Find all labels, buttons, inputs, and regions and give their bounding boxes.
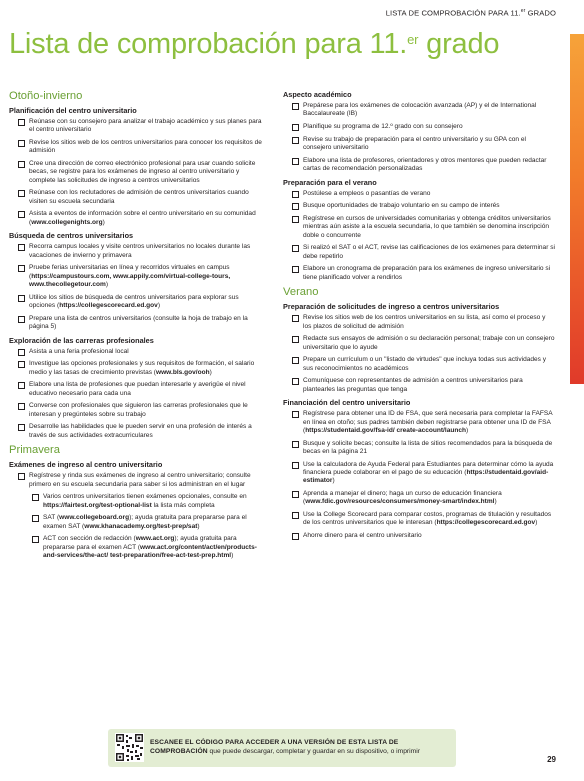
checklist-text: Regístrese para obtener una ID de FSA, que será necesaria para completar la FAFSA en línea en otoño; sus padres también deben registrarse para obtener una ID de FSA ( [303,410,553,434]
checklist-item [283,314,555,331]
checklist-item [9,472,266,489]
checklist-text: Aprenda a manejar el dinero; haga un curso de educación financiera ( [303,490,502,506]
checklist-text: la lista más completa [151,501,215,509]
qr-code-icon[interactable] [115,733,144,762]
checkbox[interactable] [292,158,299,165]
checklist-text: ) [494,498,497,506]
checklist-item [283,440,555,457]
checkbox[interactable] [292,124,299,131]
checkbox[interactable] [292,191,299,198]
checklist-text: ); ayuda gratuita para prepararse para el examen ACT ( [43,535,237,551]
checklist-item [283,335,555,352]
checkbox[interactable] [292,378,299,385]
checkbox[interactable] [292,216,299,223]
checkbox[interactable] [292,491,299,498]
checklist-text: SAT ( [43,514,60,522]
checklist-item [283,244,555,261]
checklist-item [283,265,555,282]
checklist-text: ) [332,477,335,485]
checkbox[interactable] [18,161,25,168]
section-heading-planning: Planificación del centro universitario [9,106,137,115]
checkbox[interactable] [18,211,25,218]
checklist-text: Ahorre dinero para el centro universitario [303,532,422,539]
checkbox[interactable] [18,382,25,389]
section-heading-summer-prep: Preparación para el verano [283,177,377,187]
checklist-exams-sub [9,493,266,560]
qr-callout-text: ESCANEE EL CÓDIGO PARA ACCEDER A UNA VERSIÓN DE ESTA LISTA DE COMPROBACIÓN que puede descargar, completar y guardar en su dispositivo, o imprimir [150,739,420,755]
checklist-item [9,493,266,510]
section-heading-exams: Exámenes de ingreso al centro universitario [9,460,163,470]
checklist-item [9,514,266,531]
qr-callout [108,729,456,767]
checklist-text: ) [105,281,109,289]
checklist-text: Cree una dirección de correo electrónico profesional para usar cuando solicite becas, se registre para los exámenes de ingreso al centro universitario y complete las solicitudes de ingreso a centros universitarios [29,160,256,184]
checklist-text: ) [465,427,469,434]
checklist-item [9,535,266,560]
checklist-text: ) [231,552,234,560]
checklist-item [9,360,266,377]
section-heading-finance: Financiación del centro universitario [283,398,411,408]
checklist-item [283,190,555,198]
checklist-text: Busque oportunidades de trabajo voluntario en su campo de interés [303,202,500,210]
checklist-text: Elabore un cronograma de preparación para los exámenes de ingreso universitario si tiene planificado volver a rendirlos [303,265,551,281]
checklist-text: Recorra campus locales y visite centros universitarios no locales durante las vacaciones de invierno y primavera [29,243,251,259]
checklist-item [283,532,555,540]
checkbox[interactable] [18,349,25,356]
section-heading-careers: Exploración de las carreras profesionales [9,335,154,345]
checkbox[interactable] [292,266,299,273]
checklist-text: Use la College Scorecard para comparar costos, programas de titulación y resultados de los centros universitarios que le interesan ( [303,511,552,527]
checkbox[interactable] [292,137,299,144]
checkbox[interactable] [292,357,299,364]
checklist-text: Pruebe ferias universitarias en línea y recorridos virtuales en campus ( [29,264,230,280]
section-heading-academic: Aspecto académico [283,90,352,99]
checklist-text: Desarrolle las habilidades que le pueden servir en una profesión de interés a través de sus actividades extracurriculares [29,423,252,439]
checklist-link: www.collegenights.org [31,218,103,226]
checkbox[interactable] [18,361,25,368]
checkbox[interactable] [18,316,25,323]
checklist-item [9,402,266,419]
checklist-applications [283,314,555,394]
checkbox[interactable] [292,336,299,343]
checkbox[interactable] [292,245,299,252]
checklist-link: https://campustours.com, www.appily.com/virtual-college-tours, www.thecollegetour.com [29,272,231,289]
checklist-item [283,157,555,174]
checklist-item [283,215,555,240]
checklist-exams [9,472,266,489]
checkbox[interactable] [18,119,25,126]
checklist-text: ) [157,302,160,310]
checklist-text: Prepárese para los exámenes de colocación avanzada (AP) y el de International Baccalaureate (IB) [303,102,537,118]
checklist-text: Elabore una lista de profesores, orientadores y otros mentores que pueden redactar cartas de recomendación personalizadas [303,156,547,172]
checklist-item [283,123,555,131]
season-heading-otono: Otoño-invierno [9,90,83,102]
checklist-item [283,490,555,507]
checklist-planning [9,118,266,227]
checkbox[interactable] [292,462,299,469]
checklist-text: Revise los sitios web de los centros universitarios para conocer los requisitos de admisión [29,139,262,155]
checkbox[interactable] [32,515,39,522]
section-heading-search: Búsqueda de centros universitarios [9,231,134,241]
checkbox[interactable] [18,265,25,272]
checklist-link: https://fairtest.org/test-optional-list [43,501,152,509]
checklist-text: Asista a una feria profesional local [29,347,129,355]
checkbox[interactable] [18,403,25,410]
checklist-item [283,136,555,153]
checklist-text: Reúnase con su consejero para analizar el trabajo académico y sus planes para el centro universitario [29,118,262,134]
season-heading-primavera: Primavera [9,444,60,457]
checklist-item [283,102,555,119]
page-title: Lista de comprobación para 11.$^{er}$ grado [9,28,500,60]
left-column [9,90,266,565]
checklist-academic [283,102,555,173]
checklist-text: Prepare una lista de centros universitarios (consulte la hoja de trabajo en la página 5) [29,314,248,331]
checklist-text: ) [535,519,538,527]
checklist-text: Si realizó el SAT o el ACT, revise las calificaciones de los exámenes para determinar si debe repetirlo [303,244,555,260]
checklist-text: Prepare un currículum o un "listado de virtudes" que incluya todas sus actividades y sus reconocimientos no académicos [303,356,547,372]
checklist-text: Converse con profesionales que siguieron las carreras profesionales que le interesan y pregúnteles sobre su trabajo [29,402,248,418]
checklist-item [283,377,555,394]
checkbox[interactable] [18,424,25,431]
checklist-text: Regístrese y rinda sus exámenes de ingreso al centro universitario; consulte primero en su escuela secundaria para saber si los administran en el lugar [29,472,251,488]
checklist-text: Planifique su programa de 12.º grado con su consejero [303,123,463,130]
checklist-search [9,243,266,331]
checklist-item [283,410,555,435]
checklist-text: Asista a eventos de información sobre el centro universitario en su comunidad ( [29,210,256,226]
checklist-text: Reúnase con los reclutadores de admisión de centros universitarios cuando visiten su escuela secundaria [29,189,249,205]
checkbox[interactable] [32,536,39,543]
checklist-link: https://collegescorecard.ed.gov [436,519,536,527]
checkbox[interactable] [18,190,25,197]
checklist-text: Busque y solicite becas; consulte la lista de sitios recomendados para la búsqueda de becas en la página 21 [303,439,553,455]
right-column [283,90,555,545]
checklist-item [9,315,266,332]
checklist-text: Investigue las opciones profesionales y sus requisitos de formación, el salario medio y las tasas de crecimiento previstas ( [29,360,255,376]
checklist-item [9,118,266,135]
checklist-item [283,356,555,373]
checkbox[interactable] [292,203,299,210]
checklist-link: www.act.org [135,535,175,543]
page-number: 29 [547,755,556,764]
checkbox[interactable] [32,494,39,501]
checklist-item [9,189,266,206]
section-heading-applications: Preparación de solicitudes de ingreso a centros universitarios [283,302,500,312]
checklist-text: Postúlese a empleos o pasantías de verano [303,189,431,197]
running-header: LISTA DE COMPROBACIÓN PARA 11.$^{er}$ GRADO [385,8,556,18]
checklist-item [283,511,555,528]
checklist-text: Comuníquese con representantes de admisión a centros universitarios para plantearles las preguntas que tenga [303,377,523,393]
checkbox[interactable] [292,533,299,540]
checklist-item [9,423,266,440]
checklist-item [9,243,266,260]
checklist-link: https://studentaid.gov/fsa-id/ create-account/launch [305,427,466,434]
checkbox[interactable] [292,441,299,448]
checklist-text: Redacte sus ensayos de admisión o su declaración personal; trabaje con un consejero universitario que lo ayude [303,335,555,351]
checkbox[interactable] [292,315,299,322]
checklist-item [9,264,266,289]
checklist-text: Revise los sitios web de los centros universitarios en su lista, así como el proceso y los plazos de solicitud de admisión [303,314,546,330]
checklist-careers [9,348,266,440]
checklist-link: www.khanacademy.org/test-prep/sat [84,522,198,530]
checklist-link: https://collegescorecard.ed.gov [59,302,158,310]
checklist-link: https://studentaid.gov/aid-estimator [303,469,549,485]
checklist-text: Revise su trabajo de preparación para el centro universitario y su GPA con el consejero universitario [303,135,526,151]
checklist-text: ) [102,218,105,226]
season-heading-verano: Verano [283,286,319,299]
checklist-item [9,160,266,185]
checklist-item [9,381,266,398]
checklist-link: www.collegeboard.org [59,514,130,522]
checklist-item [9,210,266,227]
checklist-link: www.act.org/content/act/en/products-and-services/the-act/ test-preparation/free-act-test-prep.html [43,543,257,560]
checklist-item [9,139,266,156]
checkbox[interactable] [292,411,299,418]
side-color-bar [570,34,584,384]
checklist-item [283,461,555,486]
checklist-item [283,202,555,210]
checkbox[interactable] [292,512,299,519]
checklist-text: Elabore una lista de profesiones que puedan interesarle y averigüe el nivel educativo necesario para cada una [29,381,246,397]
checkbox[interactable] [292,103,299,110]
checklist-text: Use la calculadora de Ayuda Federal para Estudiantes para determinar cómo la ayuda financiera puede colaborar en el pago de su educación ( [303,460,554,476]
checklist-item [9,348,266,356]
checklist-summer-prep [283,190,555,282]
checklist-text: ); ayuda gratuita para prepararse para el examen SAT ( [43,514,247,530]
checkbox[interactable] [18,140,25,147]
checklist-text: ) [197,522,200,530]
checkbox[interactable] [18,244,25,251]
checklist-text: Utilice los sitios de búsqueda de centros universitarios para explorar sus opciones ( [29,293,239,310]
checklist-text: ) [209,368,212,376]
checkbox[interactable] [18,295,25,302]
checklist-link: www.fdic.gov/resources/consumers/money-smart/index.html [305,498,495,506]
checklist-finance [283,410,555,540]
checklist-link: www.bls.gov/ooh [156,368,210,376]
checklist-text: Regístrese en cursos de universidades comunitarias y obtenga créditos universitarios mientras aún asiste a la escuela secundaria, lo que también se denomina inscripción doble o concurrente [303,214,551,239]
checklist-text: ACT con sección de redacción ( [43,535,136,543]
checklist-text: Varios centros universitarios tienen exámenes opcionales, consulte en [43,493,247,501]
checkbox[interactable] [18,473,25,480]
checklist-item [9,294,266,311]
